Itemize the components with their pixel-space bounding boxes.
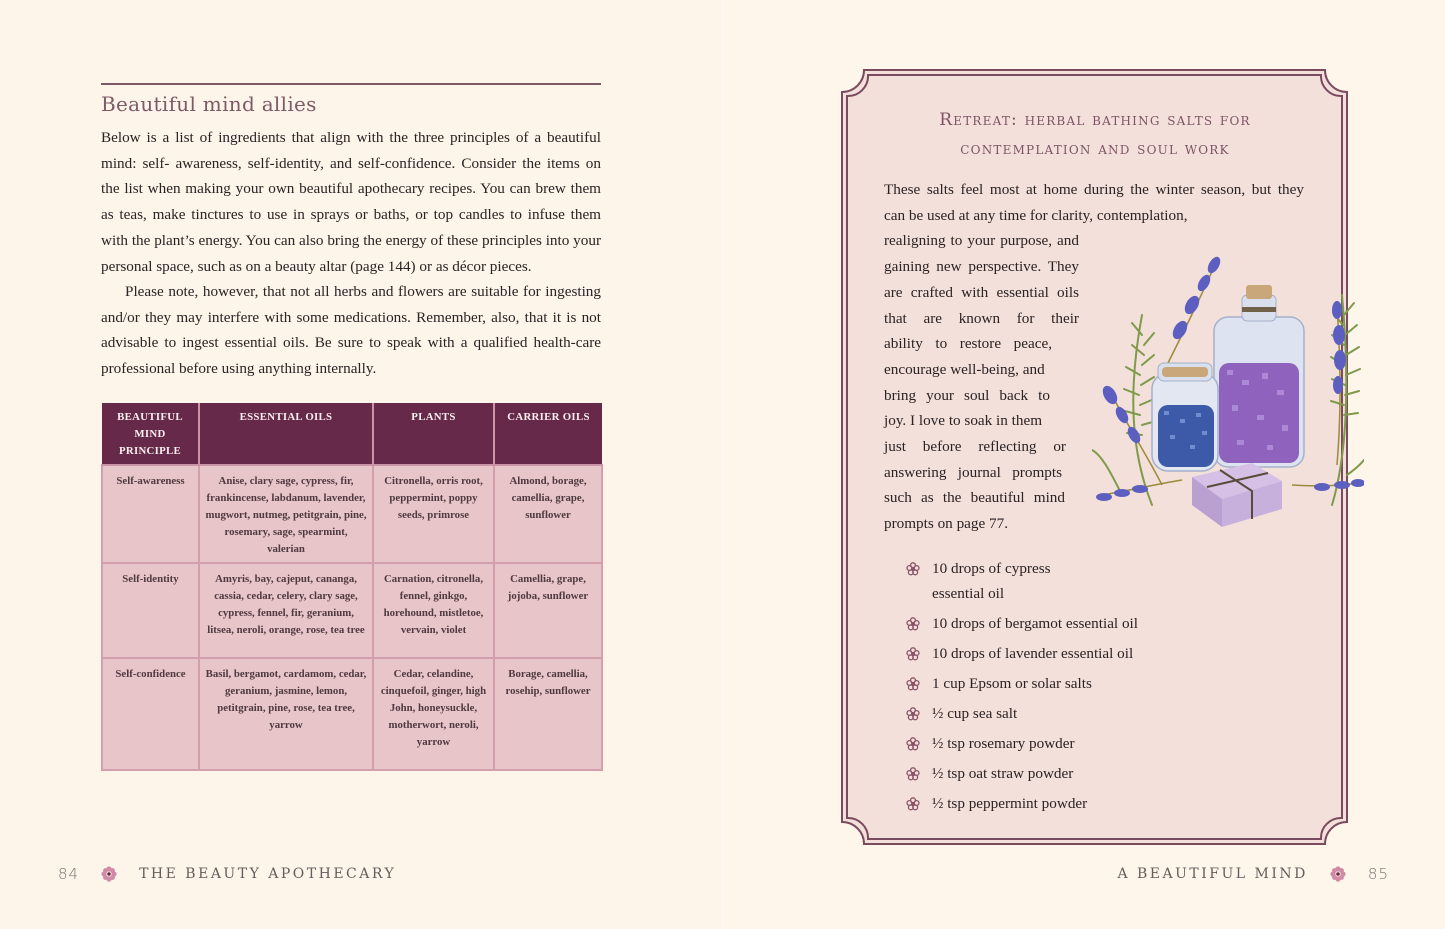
intro-line: can be used at any time for clarity, contemplation,: [884, 206, 1188, 224]
page-number: 84: [58, 865, 80, 883]
cell-essential-oils: Amyris, bay, cajeput, cananga, cassia, cedar, celery, clary sage, cypress, fennel, fir, geranium, litsea, neroli, orange, rose, tea tree: [199, 563, 373, 658]
intro-line: These salts feel most at home during the winter season, but they: [884, 181, 1304, 198]
cell-plants: Cedar, celandine, cinquefoil, ginger, high John, honeysuckle, motherwort, neroli, yarrow: [373, 658, 494, 770]
recipe-title: [860, 106, 1330, 164]
intro-line: prompts on page 77.: [884, 515, 1009, 533]
cell-principle: Self-identity: [102, 563, 199, 658]
intro-line: such as the beautiful mind: [884, 489, 1065, 507]
recipe-title-line: contemplation and soul work: [960, 139, 1230, 159]
intro-line: ability to restore peace,: [884, 335, 1052, 353]
allies-table: [101, 403, 603, 771]
cell-essential-oils: Anise, clary sage, cypress, fir, frankincense, labdanum, lavender, mugwort, nutmeg, petitgrain, pine, rosemary, sage, spearmint, valerian: [199, 465, 373, 563]
right-footer: [1117, 865, 1389, 883]
ingredient-text: 10 drops of bergamot essential oil: [932, 615, 1138, 632]
intro-line: just before reflecting or: [884, 438, 1066, 456]
intro-line: joy. I love to soak in them: [884, 412, 1043, 430]
cell-principle: Self-awareness: [102, 465, 199, 563]
intro-line: are crafted with essential oils: [884, 283, 1079, 301]
flower-bullet-icon: [906, 562, 920, 576]
bath-salts-illustration: [1092, 255, 1364, 535]
caution-paragraph: Please note, however, that not all herbs and flowers are suitable for ingesting and/or they may interfere with some medications. Remember, also, that it is not advisable to ingest essential oils. Be sure to speak with a qualified health-care professional before using anything internally.: [101, 283, 601, 378]
cell-plants: Citronella, orris root, peppermint, poppy seeds, primrose: [373, 465, 494, 563]
flower-bullet-icon: [906, 707, 920, 721]
cell-principle: Self-confidence: [102, 658, 199, 770]
cell-essential-oils: Basil, bergamot, cardamom, cedar, geranium, jasmine, lemon, petitgrain, pine, rose, tea tree, yarrow: [199, 658, 373, 770]
intro-line: realigning to your purpose, and: [884, 232, 1079, 250]
recipe-title-line: Retreat: herbal bathing salts for: [939, 110, 1251, 130]
table-row: [102, 465, 602, 563]
ingredient-item: [906, 556, 1192, 611]
section-title: Beautiful mind allies: [101, 92, 317, 116]
ingredient-text: 10 drops of cypress essential oil: [932, 560, 1051, 602]
ingredient-item: [906, 731, 1192, 761]
flower-icon: [1330, 866, 1346, 882]
header-essential-oils: ESSENTIAL OILS: [199, 403, 373, 465]
flower-bullet-icon: [906, 797, 920, 811]
intro-line: that are known for their: [884, 309, 1079, 327]
intro-line: answering journal prompts: [884, 463, 1062, 481]
intro-line: gaining new perspective. They: [884, 258, 1079, 276]
flower-bullet-icon: [906, 767, 920, 781]
ingredient-text: ½ tsp rosemary powder: [932, 735, 1075, 752]
ingredient-list: [906, 556, 1192, 821]
flower-bullet-icon: [906, 617, 920, 631]
ingredient-item: [906, 641, 1192, 671]
flower-icon: [101, 866, 117, 882]
cell-plants: Carnation, citronella, fennel, ginkgo, horehound, mistletoe, vervain, violet: [373, 563, 494, 658]
ingredient-item: [906, 671, 1192, 701]
table-row: [102, 563, 602, 658]
flower-bullet-icon: [906, 737, 920, 751]
ingredient-text: 10 drops of lavender essential oil: [932, 645, 1134, 662]
section-divider: [101, 83, 601, 85]
cell-carrier-oils: Borage, camellia, rosehip, sunflower: [494, 658, 602, 770]
ingredient-text: ½ tsp peppermint powder: [932, 795, 1088, 812]
cell-carrier-oils: Almond, borage, camellia, grape, sunflower: [494, 465, 602, 563]
left-page: [0, 0, 722, 929]
table-header-row: [102, 403, 602, 465]
intro-line: bring your soul back to: [884, 386, 1050, 404]
ingredient-text: ½ cup sea salt: [932, 705, 1018, 722]
ingredient-text: 1 cup Epsom or solar salts: [932, 675, 1092, 692]
intro-line: encourage well-being, and: [884, 360, 1045, 378]
ingredient-item: [906, 791, 1192, 821]
ingredient-text: ½ tsp oat straw powder: [932, 765, 1074, 782]
flower-bullet-icon: [906, 677, 920, 691]
header-plants: PLANTS: [373, 403, 494, 465]
table-row: [102, 658, 602, 770]
left-footer: [58, 865, 396, 883]
ingredient-item: [906, 611, 1192, 641]
intro-paragraph: Below is a list of ingredients that align with the three principles of a beautiful mind: self- awareness, self-identity, and self-confidence. Consider the items on the list when making your own beautiful apothecary recipes. You can brew them as teas, make tinctures to use in sprays or baths, or top candles to infuse them with the plant’s energy. You can also bring the energy of these principles into your personal space, such as on a beauty altar (page 144) or as décor pieces.: [101, 129, 601, 275]
header-principle: BEAUTIFUL MIND PRINCIPLE: [102, 403, 199, 465]
ingredient-item: [906, 761, 1192, 791]
header-carrier-oils: CARRIER OILS: [494, 403, 602, 465]
running-head: A BEAUTIFUL MIND: [1117, 866, 1308, 882]
flower-bullet-icon: [906, 647, 920, 661]
page-number: 85: [1367, 865, 1389, 883]
ingredient-item: [906, 701, 1192, 731]
cell-carrier-oils: Camellia, grape, jojoba, sunflower: [494, 563, 602, 658]
running-head: THE BEAUTY APOTHECARY: [139, 866, 397, 882]
